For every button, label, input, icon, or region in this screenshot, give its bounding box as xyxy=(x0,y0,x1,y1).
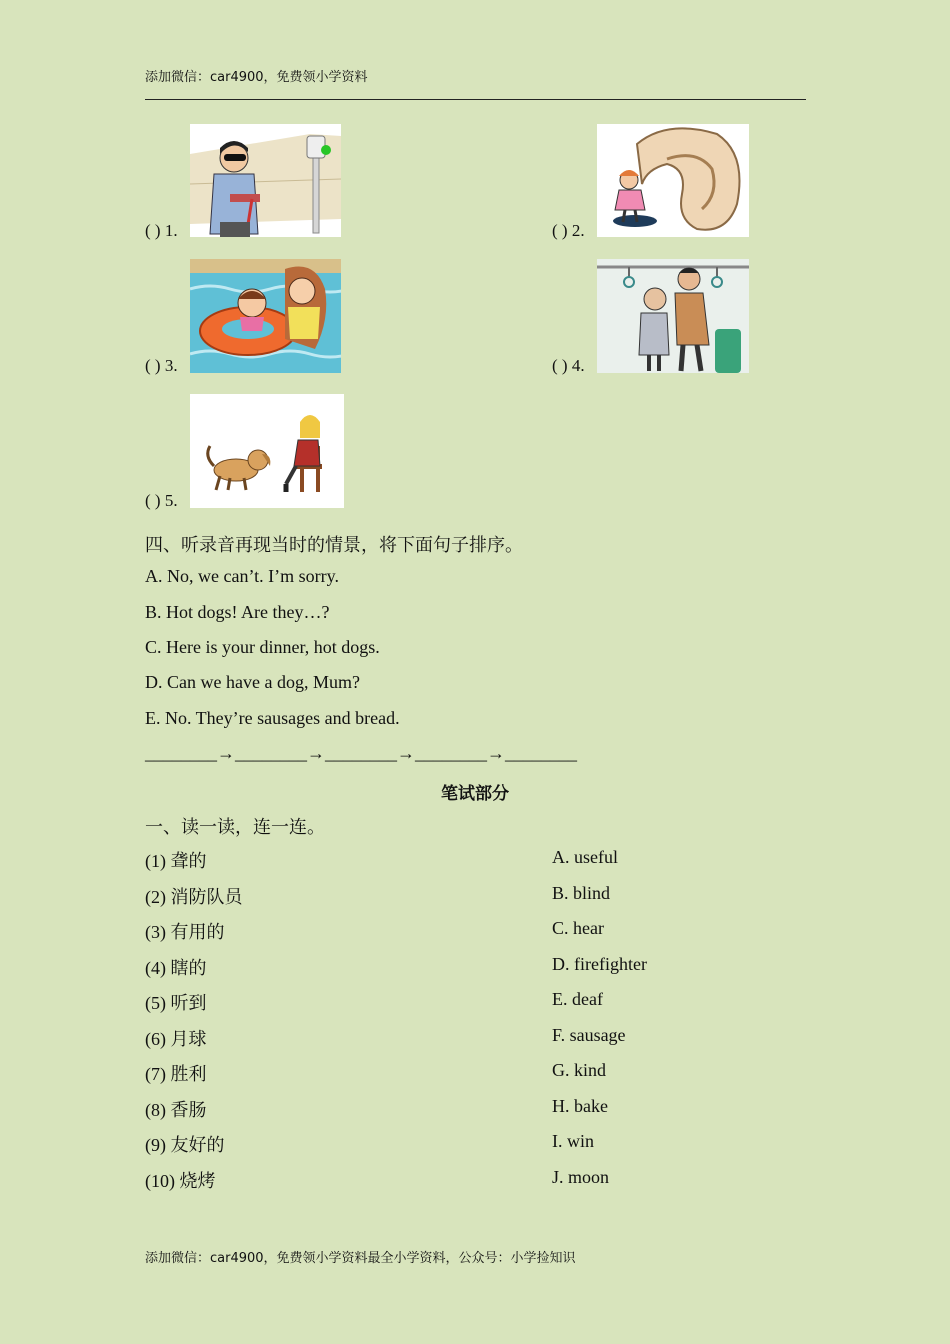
chinese-word-item: (9) 友好的 xyxy=(145,1135,225,1155)
sentence-a: A. No, we can’t. I’m sorry. xyxy=(145,566,339,586)
picture-label-2: ( ) 2. xyxy=(552,221,585,240)
picture-label-1: ( ) 1. xyxy=(145,221,178,240)
header-divider xyxy=(145,99,806,100)
order-answer-line: ________→________→________→________→________ xyxy=(145,743,577,763)
written-part-heading: 笔试部分 xyxy=(441,784,509,804)
sentence-b: B. Hot dogs! Are they…? xyxy=(145,602,330,622)
english-word-item: A. useful xyxy=(552,847,618,867)
english-word-item: J. moon xyxy=(552,1166,610,1187)
chinese-word-item: (1) 聋的 xyxy=(145,851,207,871)
page-footer: 添加微信：car4900，免费领小学资料最全小学资料，公众号：小学捡知识 xyxy=(145,1251,576,1266)
chinese-word-item: (5) 听到 xyxy=(145,993,207,1013)
picture-label-3: ( ) 3. xyxy=(145,356,178,375)
dog-and-woman-on-chair-image xyxy=(190,394,344,508)
english-word-item: D. firefighter xyxy=(552,953,647,974)
english-word-item: C. hear xyxy=(552,918,604,938)
helping-old-man-on-bus-image xyxy=(597,259,749,373)
english-word-item: H. bake xyxy=(552,1095,608,1116)
chinese-word-item: (2) 消防队员 xyxy=(145,886,243,907)
sentence-d: D. Can we have a dog, Mum? xyxy=(145,672,360,692)
chinese-word-item: (4) 瞎的 xyxy=(145,957,207,978)
chinese-word-item: (3) 有用的 xyxy=(145,922,225,942)
section4-title: 四、听录音再现当时的情景，将下面句子排序。 xyxy=(145,535,523,556)
sentence-e: E. No. They’re sausages and bread. xyxy=(145,708,400,728)
written-section1-title: 一、读一读，连一连。 xyxy=(145,817,325,838)
chinese-word-item: (8) 香肠 xyxy=(145,1099,207,1120)
chinese-word-item: (6) 月球 xyxy=(145,1028,207,1049)
chinese-word-item: (10) 烧烤 xyxy=(145,1170,216,1191)
picture-label-5: ( ) 5. xyxy=(145,491,178,510)
english-word-item: I. win xyxy=(552,1131,594,1151)
chinese-word-item: (7) 胜利 xyxy=(145,1064,207,1084)
page-header: 添加微信：car4900，免费领小学资料 xyxy=(145,70,368,85)
sentence-c: C. Here is your dinner, hot dogs. xyxy=(145,637,380,657)
girl-with-big-ear-image xyxy=(597,124,749,237)
english-word-item: F. sausage xyxy=(552,1024,626,1045)
english-word-item: G. kind xyxy=(552,1060,606,1080)
english-word-item: E. deaf xyxy=(552,989,603,1009)
english-word-item: B. blind xyxy=(552,882,611,903)
blind-man-with-cane-image xyxy=(190,124,341,237)
picture-label-4: ( ) 4. xyxy=(552,356,585,375)
girls-swimming-image xyxy=(190,259,341,373)
